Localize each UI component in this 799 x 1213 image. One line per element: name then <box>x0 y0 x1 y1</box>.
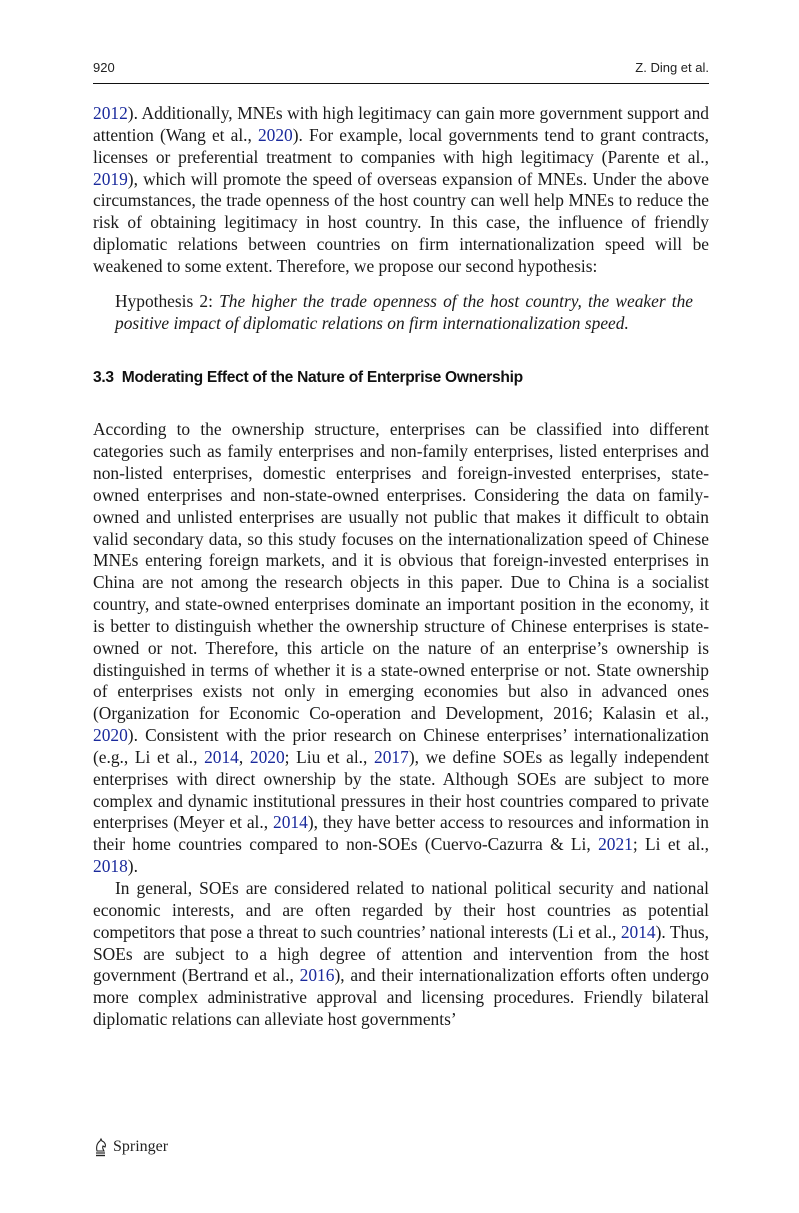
text-run: ). Consistent with the prior research on Chinese enterprises’ internationalization (e.g., Li et al., <box>93 725 709 767</box>
text-run: ), which will promote the speed of overseas expansion of MNEs. Under the above circumstances, the trade openness of the host country can well help MNEs to reduce the risk of obtaining legitimacy in host country. In this case, the influence of friendly diplomatic relations between countries on firm internationalization speed will be weakened to some extent. Therefore, we propose our second hypothesis: <box>93 168 709 276</box>
springer-horse-icon <box>93 1137 109 1157</box>
body-text <box>93 103 709 1031</box>
citation-link[interactable]: 2018 <box>93 856 128 877</box>
citation-link[interactable]: 2021 <box>598 834 633 855</box>
paragraph-1 <box>93 103 709 278</box>
text-run: ; Li et al., <box>632 834 709 855</box>
section-title: Moderating Effect of the Nature of Enterprise Ownership <box>121 369 523 387</box>
page-number: 920 <box>93 60 115 75</box>
hypothesis-text: The higher the trade openness of the host country, the weaker the positive impact of diplomatic relations on firm internationalization speed. <box>115 290 694 333</box>
section-number: 3.3 <box>93 369 114 387</box>
citation-link[interactable]: 2019 <box>93 168 128 189</box>
text-run: ), and their internationalization efforts often undergo more complex administrative approval and licensing procedures. Friendly bilateral diplomatic relations can alleviate host governments’ <box>93 965 709 1030</box>
citation-link[interactable]: 2014 <box>204 746 239 767</box>
section-heading <box>93 367 709 389</box>
hypothesis-2 <box>115 291 693 335</box>
citation-link[interactable]: 2020 <box>257 124 293 145</box>
publisher-name: Springer <box>113 1138 169 1155</box>
citation-link[interactable]: 2016 <box>299 965 335 986</box>
text-run: ), we define SOEs as legally independent enterprises with direct ownership by the state. Although SOEs are subject to more complex and dynamic institutional pressures in their host countries compared to private enterprises (Meyer et al., <box>93 746 709 833</box>
hypothesis-label: Hypothesis 2: <box>115 290 220 311</box>
running-author: Z. Ding et al. <box>635 60 709 75</box>
text-run: According to the ownership structure, enterprises can be classified into different categories such as family enterprises and non-family enterprises, listed enterprises and non-listed enterprises, domestic enterprises and foreign-invested enterprises, state-owned enterprises and non-state-owned enterprises. Considering the data on family-owned and unlisted enterprises are usually not public that makes it difficult to obtain valid secondary data, so this study focuses on the internationalization speed of Chinese MNEs entering foreign markets, and it is obvious that foreign-invested enterprises in China are not among the research objects in this paper. Due to China is a socialist country, and state-owned enterprises dominate an important position in the economy, it is better to distinguish whether the ownership structure of Chinese enterprises is state-owned or not. Therefore, this article on the nature of an enterprise’s ownership is distinguished in terms of whether it is a state-owned enterprise or not. State ownership of enterprises exists not only in emerging economies but also in advanced ones (Organization for Economic Co-operation and Development, 2016; Kalasin et al., <box>93 419 709 724</box>
text-run: ). <box>127 856 138 877</box>
paragraph-3 <box>93 878 709 1031</box>
citation-link[interactable]: 2017 <box>374 746 409 767</box>
text-run: ; Liu et al., <box>284 746 375 767</box>
text-run: ), they have better access to resources and information in their home countries compared to non-SOEs (Cuervo-Cazurra & Li, <box>93 812 710 855</box>
footer <box>93 1137 168 1157</box>
citation-link[interactable]: 2020 <box>93 725 128 746</box>
citation-link[interactable]: 2014 <box>273 812 308 833</box>
text-run: In general, SOEs are considered related to national political security and national economic interests, and are often regarded by their host countries as potential competitors that pose a threat to such countries’ national interests (Li et al., <box>93 878 709 942</box>
citation-link[interactable]: 2014 <box>620 921 656 942</box>
text-run: , <box>238 746 250 767</box>
citation-link[interactable]: 2012 <box>93 103 128 123</box>
text-run: ). Additionally, MNEs with high legitimacy can gain more government support and attention (Wang et al., <box>93 103 709 145</box>
running-header <box>93 58 709 80</box>
text-run: ). For example, local governments tend to grant contracts, licenses or preferential treatment to companies with high legitimacy (Parente et al., <box>93 124 709 167</box>
citation-link[interactable]: 2020 <box>249 746 285 767</box>
header-rule <box>93 83 709 84</box>
text-run: ). Thus, SOEs are subject to a high degree of attention and intervention from the host government (Bertrand et al., <box>93 921 709 986</box>
paragraph-2 <box>93 419 709 878</box>
